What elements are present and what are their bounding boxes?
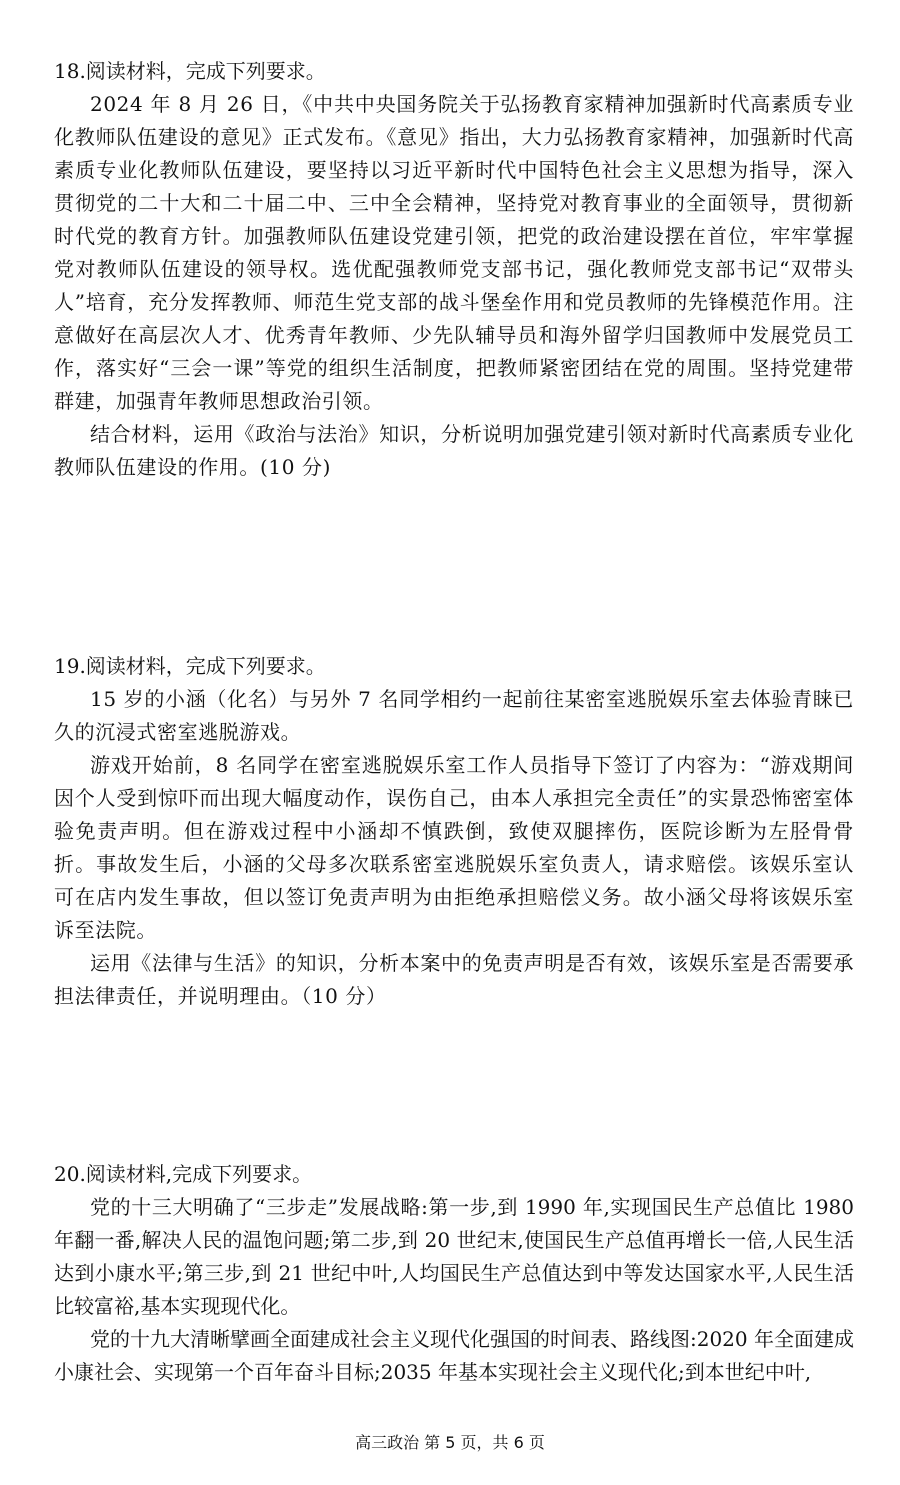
question-19-title: 19.阅读材料，完成下列要求。 [54,654,326,678]
question-19-prompt: 运用《法律与生活》的知识，分析本案中的免责声明是否有效，该娱乐室是否需要承担法律责任，并说明理由。（10 分） [54,951,854,1008]
question-18-prompt: 结合材料，运用《政治与法治》知识，分析说明加强党建引领对新时代高素质专业化教师队伍建设的作用。(10 分) [54,422,854,479]
question-20-material-1: 党的十三大明确了“三步走”发展战略:第一步,到 1990 年,实现国民生产总值比 1980 年翻一番,解决人民的温饱问题;第二步,到 20 世纪末,使国民生产总值再增长一倍,人民生活达到小康水平;第三步,到 21 世纪中叶,人均国民生产总值达到中等发达国家水平,人民生活比较富裕,基本实现现代化。 [54,1195,854,1318]
question-20-title: 20.阅读材料,完成下列要求。 [54,1162,313,1186]
question-20 [54,1158,854,1389]
question-18-material: 2024 年 8 月 26 日，《中共中央国务院关于弘扬教育家精神加强新时代高素质专业化教师队伍建设的意见》正式发布。《意见》指出，大力弘扬教育家精神，加强新时代高素质专业化教师队伍建设，要坚持以习近平新时代中国特色社会主义思想为指导，深入贯彻党的二十大和二十届二中、三中全会精神，坚持党对教育事业的全面领导，贯彻新时代党的教育方针。加强教师队伍建设党建引领，把党的政治建设摆在首位，牢牢掌握党对教师队伍建设的领导权。选优配强教师党支部书记，强化教师党支部书记“双带头人”培育，充分发挥教师、师范生党支部的战斗堡垒作用和党员教师的先锋模范作用。注意做好在高层次人才、优秀青年教师、少先队辅导员和海外留学归国教师中发展党员工作，落实好“三会一课”等党的组织生活制度，把教师紧密团结在党的周围。坚持党建带群建，加强青年教师思想政治引领。 [54,92,854,413]
question-18 [54,55,854,484]
question-19 [54,650,854,1013]
question-20-material-2: 党的十九大清晰擘画全面建成社会主义现代化强国的时间表、路线图:2020 年全面建成小康社会、实现第一个百年奋斗目标;2035 年基本实现社会主义现代化;到本世纪中叶, [54,1327,854,1384]
page-footer: 高三政治 第 5 页，共 6 页 [355,1433,545,1452]
question-19-material-2: 游戏开始前，8 名同学在密室逃脱娱乐室工作人员指导下签订了内容为：“游戏期间因个人受到惊吓而出现大幅度动作，误伤自己，由本人承担完全责任”的实景恐怖密室体验免责声明。但在游戏过程中小涵却不慎跌倒，致使双腿摔伤，医院诊断为左胫骨骨折。事故发生后，小涵的父母多次联系密室逃脱娱乐室负责人，请求赔偿。该娱乐室认可在店内发生事故，但以签订免责声明为由拒绝承担赔偿义务。故小涵父母将该娱乐室诉至法院。 [54,753,854,942]
question-18-title: 18.阅读材料，完成下列要求。 [54,59,326,83]
question-19-material-1: 15 岁的小涵（化名）与另外 7 名同学相约一起前往某密室逃脱娱乐室去体验青睐已久的沉浸式密室逃脱游戏。 [54,687,854,744]
